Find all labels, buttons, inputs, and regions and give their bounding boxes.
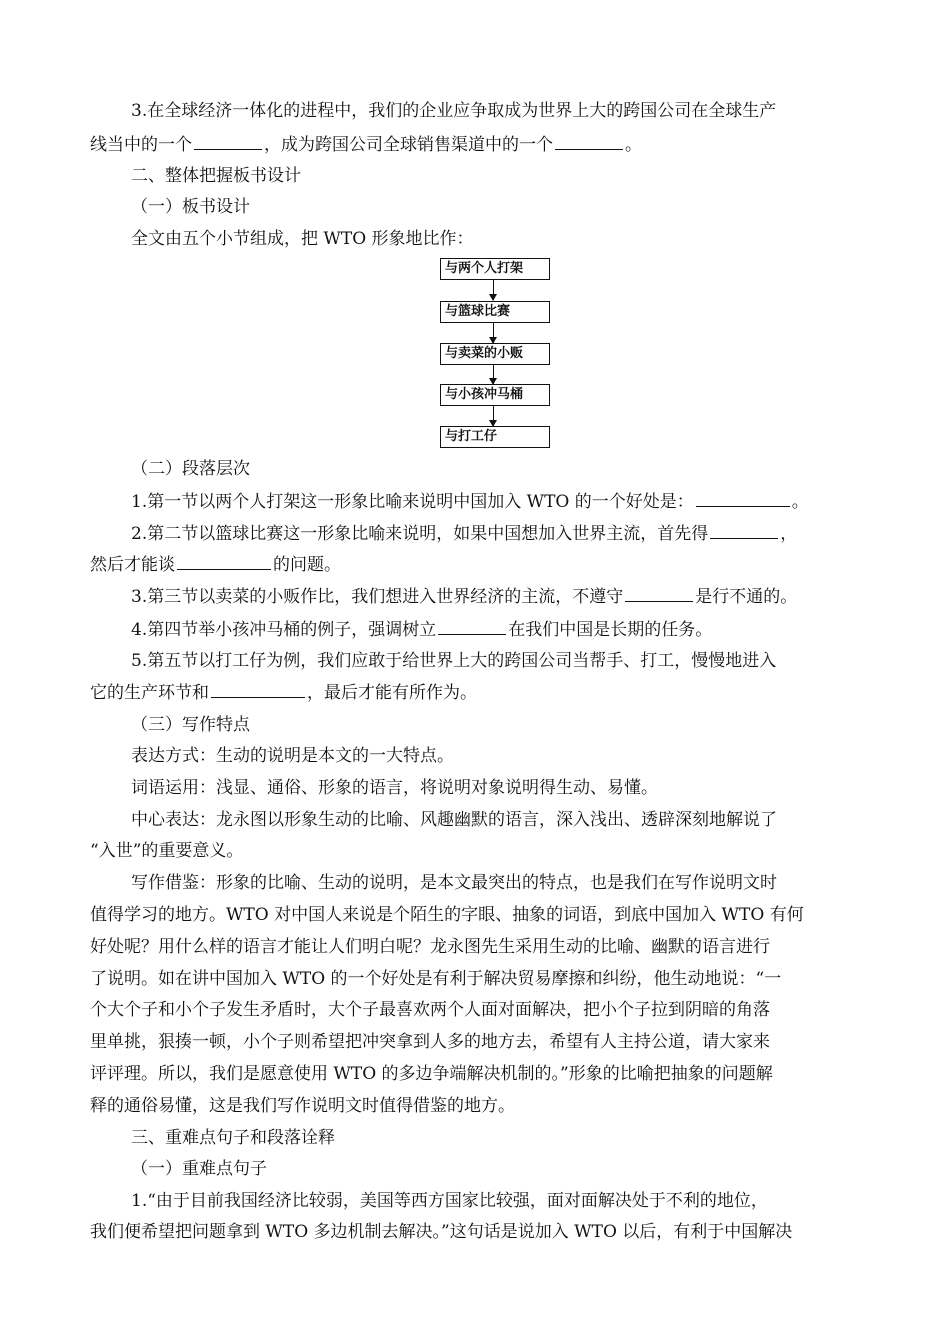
answer-blank xyxy=(194,133,262,150)
subheading-writing: （三）写作特点 xyxy=(131,715,250,735)
flow-box: 与两个人打架 xyxy=(440,258,550,280)
paragraph-line: 评评理。所以，我们是愿意使用 WTO 的多边争端解决机制的。”形象的比喻把抽象的问题解 xyxy=(90,1064,773,1084)
answer-blank xyxy=(696,490,790,507)
flow-box: 与卖菜的小贩 xyxy=(440,343,550,365)
structure-item-1: 1.第一节以两个人打架这一形象比喻来说明中国加入 WTO 的一个好处是： 。 xyxy=(131,492,809,512)
answer-blank xyxy=(555,133,623,150)
structure-item-5: 5.第五节以打工仔为例，我们应敢于给世界上大的跨国公司当帮手、打工，慢慢地进入 xyxy=(131,651,777,671)
flow-box: 与打工仔 xyxy=(440,426,550,448)
paragraph-line: 值得学习的地方。WTO 对中国人来说是个陌生的字眼、抽象的词语，到底中国加入 WTO 有何 xyxy=(90,905,804,925)
paragraph-line: 释的通俗易懂，这是我们写作说明文时值得借鉴的地方。 xyxy=(90,1096,515,1116)
answer-blank xyxy=(710,522,778,539)
structure-item-5-cont: 它的生产环节和 ，最后才能有所作为。 xyxy=(90,683,477,703)
key-sentence-1: 1.“由于目前我国经济比较弱，美国等西方国家比较强，面对面解决处于不利的地位， xyxy=(131,1191,768,1211)
answer-blank xyxy=(211,681,305,698)
q3-line-2: 线当中的一个 ，成为跨国公司全球销售渠道中的一个 。 xyxy=(90,135,642,155)
down-arrow-icon xyxy=(493,323,494,343)
down-arrow-icon xyxy=(493,280,494,300)
subheading-blackboard: （一）板书设计 xyxy=(131,197,250,217)
subheading-structure: （二）段落层次 xyxy=(131,459,250,479)
subheading-key-sentences: （一）重难点句子 xyxy=(131,1159,267,1179)
structure-item-2-cont: 然后才能谈 的问题。 xyxy=(90,555,341,575)
structure-item-2: 2.第二节以篮球比赛这一形象比喻来说明，如果中国想加入世界主流，首先得 ， xyxy=(131,524,798,544)
section-2-heading: 二、整体把握板书设计 xyxy=(131,166,301,186)
answer-blank xyxy=(177,553,271,570)
writing-central-cont: “入世”的重要意义。 xyxy=(90,841,244,861)
paragraph-line: 里单挑，狠揍一顿，小个子则希望把冲突拿到人多的地方去，希望有人主持公道，请大家来 xyxy=(90,1032,770,1052)
writing-expression: 表达方式：生动的说明是本文的一大特点。 xyxy=(131,746,454,766)
structure-item-4: 4.第四节举小孩冲马桶的例子，强调树立 在我们中国是长期的任务。 xyxy=(131,620,713,640)
answer-blank xyxy=(625,585,693,602)
intro-text: 全文由五个小节组成，把 WTO 形象地比作： xyxy=(131,229,474,249)
key-sentence-1-cont: 我们便希望把问题拿到 WTO 多边机制去解决。”这句话是说加入 WTO 以后，有利于中国解决 xyxy=(90,1222,793,1242)
writing-central: 中心表达：龙永图以形象生动的比喻、风趣幽默的语言，深入浅出、透辟深刻地解说了 xyxy=(131,810,777,830)
down-arrow-icon xyxy=(493,365,494,384)
flow-box: 与小孩冲马桶 xyxy=(440,384,550,406)
paragraph-line: 写作借鉴：形象的比喻、生动的说明，是本文最突出的特点，也是我们在写作说明文时 xyxy=(131,873,777,893)
flow-box: 与篮球比赛 xyxy=(440,301,550,323)
paragraph-line: 个大个子和小个子发生矛盾时，大个子最喜欢两个人面对面解决，把小个子拉到阴暗的角落 xyxy=(90,1000,770,1020)
answer-blank xyxy=(438,618,506,635)
structure-item-3: 3.第三节以卖菜的小贩作比，我们想进入世界经济的主流，不遵守 是行不通的。 xyxy=(131,587,798,607)
paragraph-line: 好处呢？用什么样的语言才能让人们明白呢？龙永图先生采用生动的比喻、幽默的语言进行 xyxy=(90,937,770,957)
paragraph-line: 了说明。如在讲中国加入 WTO 的一个好处是有利于解决贸易摩擦和纠纷，他生动地说：“一 xyxy=(90,969,782,989)
writing-vocabulary: 词语运用：浅显、通俗、形象的语言，将说明对象说明得生动、易懂。 xyxy=(131,778,658,798)
q3-line-1: 3.在全球经济一体化的进程中，我们的企业应争取成为世界上大的跨国公司在全球生产 xyxy=(131,101,777,121)
down-arrow-icon xyxy=(493,406,494,426)
section-3-heading: 三、重难点句子和段落诠释 xyxy=(131,1128,335,1148)
